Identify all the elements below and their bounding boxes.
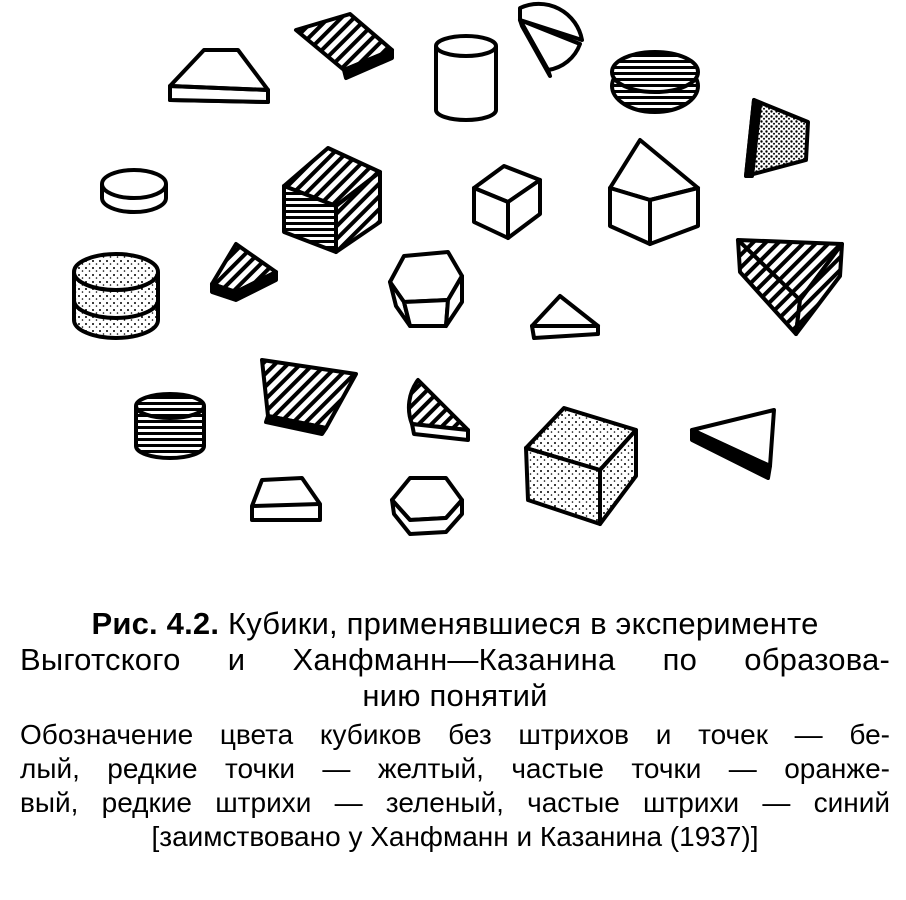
block-triangle-orange-1 bbox=[746, 100, 808, 176]
block-disk-blue-1 bbox=[612, 52, 698, 112]
caption-title-line1: Кубики, применявшиеся в эксперименте bbox=[228, 606, 819, 641]
block-triangle-white-1 bbox=[532, 296, 598, 338]
figure-label: Рис. 4.2. bbox=[91, 606, 220, 641]
block-trapezoid-white-2 bbox=[252, 478, 320, 520]
figure-caption bbox=[20, 606, 890, 854]
legend-line3: вый, редкие штрихи — зеленый, частые штрихи — синий bbox=[20, 787, 890, 818]
block-cylinder-white-1 bbox=[436, 36, 496, 120]
block-square-white-1 bbox=[474, 166, 540, 238]
block-square-yellow-1 bbox=[526, 408, 636, 524]
color-legend bbox=[20, 718, 890, 854]
block-half-circle-green-1 bbox=[409, 380, 468, 440]
block-trapezoid-green-1 bbox=[296, 14, 392, 78]
block-disk-white-1 bbox=[102, 170, 166, 212]
source-note: [заимствовано у Ханфманн и Казанина (1937)] bbox=[151, 821, 759, 852]
block-square-blue-1 bbox=[284, 148, 380, 252]
block-trapezoid-white-1 bbox=[170, 50, 268, 102]
legend-line1: Обозначение цвета кубиков без штрихов и точек — бе- bbox=[20, 719, 890, 750]
block-triangle-blue-1 bbox=[212, 244, 276, 300]
block-trapezoid-green-2 bbox=[262, 360, 356, 434]
block-cylinder-yellow-1 bbox=[74, 254, 158, 338]
block-triangle-white-2 bbox=[692, 410, 774, 478]
block-half-circle-white-1 bbox=[520, 4, 582, 76]
block-hexagon-white-2 bbox=[392, 478, 462, 534]
block-hexagon-white-1 bbox=[390, 252, 462, 326]
block-triangle-green-1 bbox=[738, 240, 842, 334]
caption-title-line3: нию понятий bbox=[362, 678, 548, 713]
caption-title bbox=[20, 606, 890, 714]
block-cylinder-blue-1 bbox=[136, 394, 204, 458]
block-pentagon-white-1 bbox=[610, 140, 698, 244]
legend-line2: лый, редкие точки — желтый, частые точки — оранже- bbox=[20, 753, 890, 784]
caption-title-line2: Выготского и Ханфманн—Казанина по образова- bbox=[20, 642, 890, 677]
